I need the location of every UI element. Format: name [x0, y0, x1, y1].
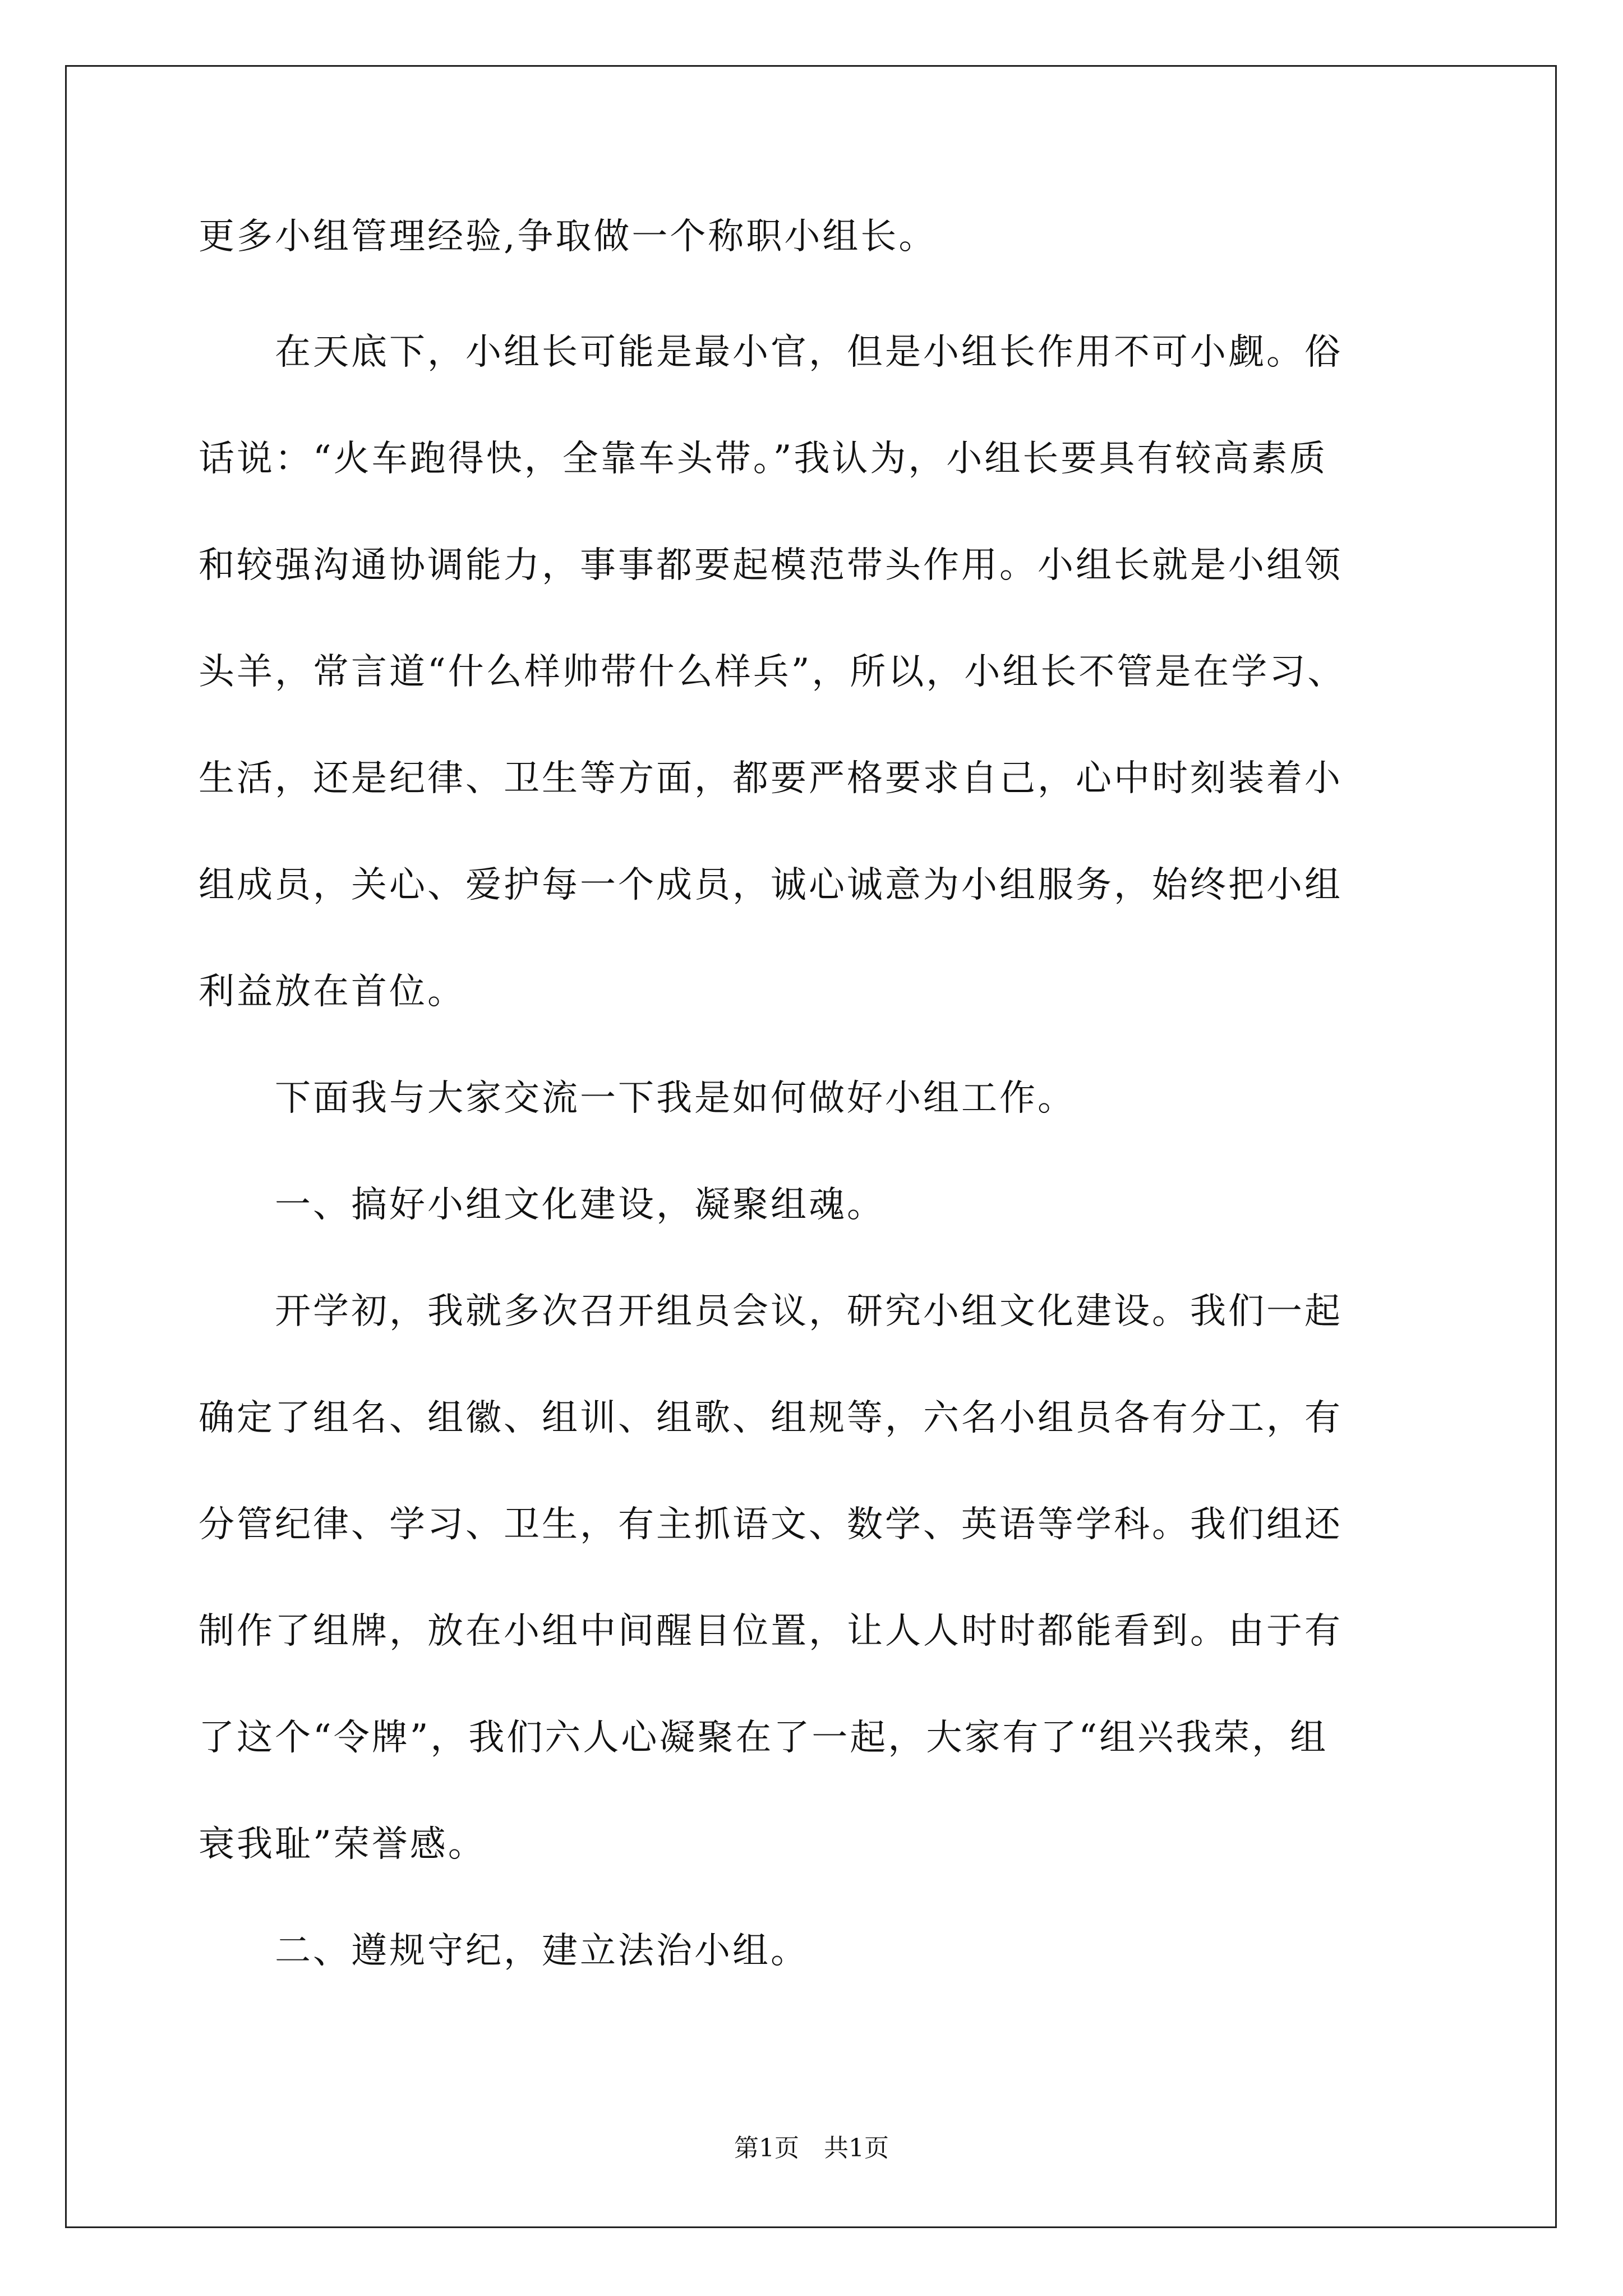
text-line-3: 话说：“火车跑得快，全靠车头带。”我认为，小组长要具有较高素质 — [199, 438, 1328, 480]
page-border — [65, 65, 1557, 2228]
text-line-16: 衰我耻”荣誉感。 — [199, 1824, 486, 1865]
text-line-12: 确定了组名、组徽、组训、组歌、组规等，六名小组员各有分工，有 — [199, 1397, 1343, 1439]
text-line-7: 组成员，关心、爱护每一个成员，诚心诚意为小组服务，始终把小组 — [199, 864, 1343, 906]
text-line-8: 利益放在首位。 — [199, 971, 465, 1013]
text-line-2: 在天底下，小组长可能是最小官，但是小组长作用不可小觑。俗 — [199, 332, 1343, 373]
text-line-6: 生活，还是纪律、卫生等方面，都要严格要求自己，心中时刻装着小 — [199, 758, 1343, 799]
text-line-14: 制作了组牌，放在小组中间醒目位置，让人人时时都能看到。由于有 — [199, 1611, 1343, 1652]
text-line-11: 开学初，我就多次召开组员会议，研究小组文化建设。我们一起 — [199, 1291, 1343, 1332]
text-line-5: 头羊，常言道“什么样帅带什么样兵”，所以，小组长不管是在学习、 — [199, 651, 1346, 693]
page-footer: 第1页 共1页 — [734, 2134, 889, 2162]
text-line-9: 下面我与大家交流一下我是如何做好小组工作。 — [199, 1078, 1076, 1119]
text-line-17: 二、遵规守纪，建立法治小组。 — [199, 1930, 809, 1972]
text-line-1: 更多小组管理经验,争取做一个称职小组长。 — [199, 216, 937, 257]
text-line-4: 和较强沟通协调能力，事事都要起模范带头作用。小组长就是小组领 — [199, 545, 1343, 586]
text-line-13: 分管纪律、学习、卫生，有主抓语文、数学、英语等学科。我们组还 — [199, 1504, 1343, 1545]
text-line-15: 了这个“令牌”，我们六人心凝聚在了一起，大家有了“组兴我荣，组 — [199, 1717, 1329, 1759]
text-line-10: 一、搞好小组文化建设，凝聚组魂。 — [199, 1184, 885, 1226]
